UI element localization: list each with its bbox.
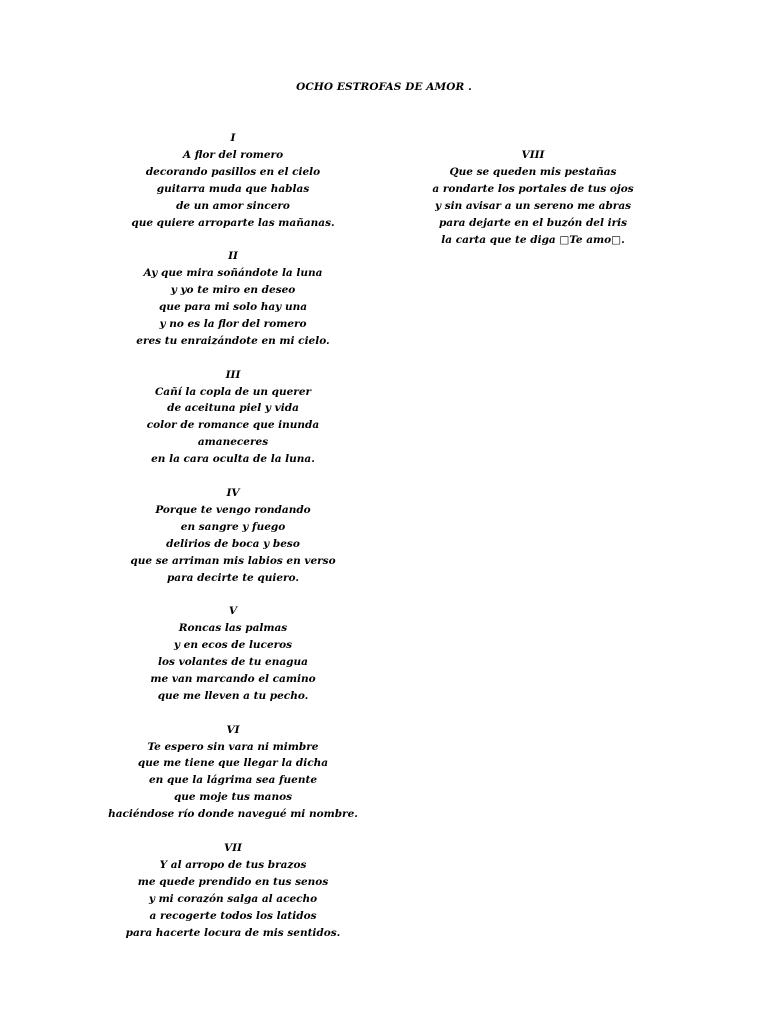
verse-line: y en ecos de luceros (173, 639, 293, 652)
verse-line: para hacerte locura de mis sentidos. (125, 926, 341, 939)
stanza-numeral: VIII (521, 149, 545, 161)
verse-line: en sangre y fuego (180, 520, 286, 533)
verse-line: que me lleven a tu pecho. (157, 689, 309, 702)
stanza-1 (83, 130, 383, 231)
verse-line: color de romance que inunda (146, 419, 320, 432)
stanza-6 (83, 722, 383, 823)
verse-line: en que la lágrima sea fuente (149, 774, 317, 787)
verse-line: que se arriman mis labios en verso (130, 554, 336, 567)
verse-line: delirios de boca y beso (166, 537, 300, 550)
stanza-numeral: III (225, 368, 241, 381)
verse-line: a rondarte los portales de tus ojos (432, 182, 634, 195)
stanza-2 (83, 248, 383, 349)
verse-line: Cañí la copla de un querer (154, 385, 312, 398)
verse-line: para decirte te quiero. (166, 571, 300, 584)
stanza-numeral: II (228, 250, 238, 263)
verse-line: la carta que te diga □Te amo□. (441, 233, 625, 246)
verse-line: decorando pasillos en el cielo (145, 165, 321, 178)
verse-line: me quede prendido en tus senos (137, 875, 329, 888)
verse-line: eres tu enraizándote en mi cielo. (136, 334, 330, 347)
verse-line: A flor del romero (182, 148, 284, 161)
verse-line: a recogerte todos los latidos (149, 909, 317, 922)
stanza-numeral: VII (224, 841, 242, 854)
verse-line: y yo te miro en deseo (170, 284, 296, 297)
stanza-3 (83, 367, 383, 468)
stanza-4 (83, 485, 383, 586)
verse-line: de aceituna piel y vida (167, 402, 299, 415)
stanza-numeral: I (230, 132, 236, 144)
verse-line: y no es la flor del romero (159, 317, 307, 330)
stanza-numeral: V (228, 605, 238, 618)
verse-line: Porque te vengo rondando (155, 503, 311, 516)
verse-line: Y al arropo de tus brazos (159, 858, 307, 871)
verse-line: para dejarte en el buzón del iris (438, 216, 628, 229)
stanza-7 (83, 840, 383, 941)
verse-line: y mi corazón salga al acecho (148, 892, 318, 905)
verse-line: de un amor sincero (176, 199, 290, 212)
poem-title: OCHO ESTROFAS DE AMOR . (296, 81, 472, 93)
verse-line: los volantes de tu enagua (158, 656, 308, 669)
right-column (383, 147, 683, 265)
left-column (83, 130, 383, 958)
verse-line: que me tiene que llegar la dicha (137, 757, 329, 770)
stanza-numeral: VI (226, 723, 240, 736)
verse-line: Que se queden mis pestañas (449, 165, 617, 178)
stanza-8 (383, 147, 683, 248)
stanza-5 (83, 603, 383, 704)
verse-line: me van marcando el camino (150, 672, 316, 685)
verse-line: que moje tus manos (173, 791, 293, 804)
verse-line: que quiere arroparte las mañanas. (131, 216, 335, 229)
verse-line: Te espero sin vara ni mimbre (147, 740, 319, 753)
verse-line: que para mi solo hay una (158, 301, 308, 314)
verse-line: en la cara oculta de la luna. (151, 453, 315, 466)
stanza-numeral: IV (226, 486, 240, 499)
verse-line: amaneceres (197, 436, 269, 449)
verse-line: y sin avisar a un sereno me abras (434, 199, 632, 212)
verse-line: guitarra muda que hablas (156, 182, 310, 195)
verse-line: Ay que mira soñándote la luna (143, 267, 323, 280)
verse-line: Roncas las palmas (178, 622, 288, 635)
verse-line: haciéndose río donde navegué mi nombre. (108, 808, 358, 821)
